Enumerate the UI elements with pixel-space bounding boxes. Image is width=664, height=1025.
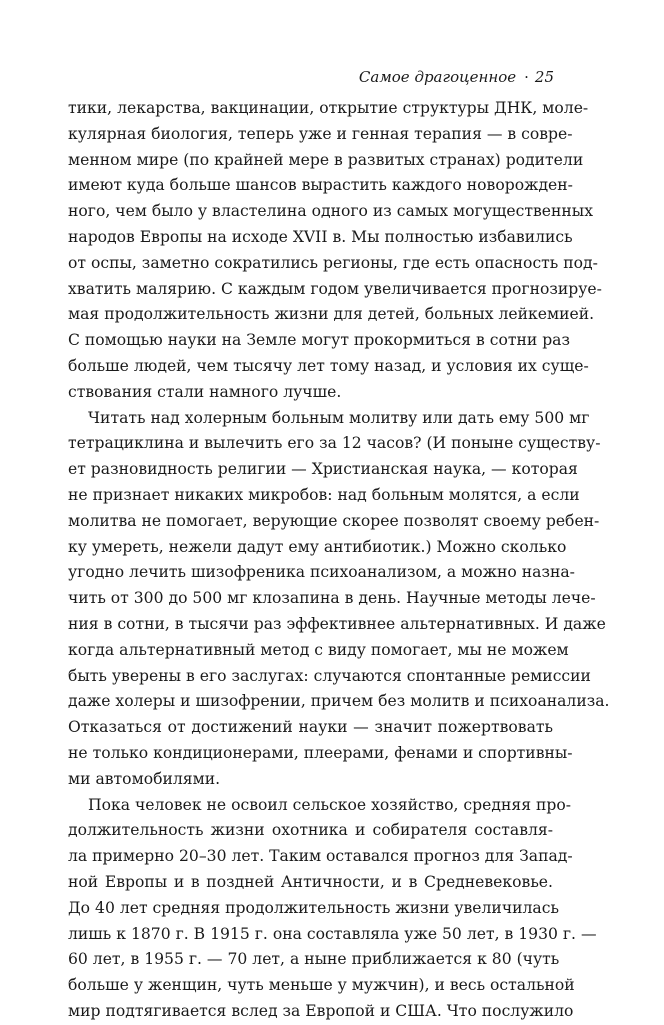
text-line: Читать над холерным больным молитву или дать ему 500 мг: [88, 408, 590, 427]
text-line: ного, чем было у властелина одного из самых могущественных: [68, 202, 593, 221]
text-line: народов Европы на исходе XVII в. Мы полностью избавились: [68, 227, 573, 246]
text-line: от оспы, заметно сократились регионы, где есть опасность под-: [68, 253, 598, 272]
text-line: быть уверены в его заслугах: случаются спонтанные ремиссии: [68, 666, 591, 685]
text-line: тетрациклина и вылечить его за 12 часов? (И поныне существу-: [68, 434, 601, 453]
body-text: [68, 96, 610, 1025]
text-line: мая продолжительность жизни для детей, больных лейкемией.: [68, 305, 595, 324]
text-line: ной Европы и в поздней Античности, и в Средневековье.: [68, 872, 553, 891]
text-line: должительность жизни охотника и собирателя составля-: [68, 821, 553, 840]
text-line: тики, лекарства, вакцинации, открытие структуры ДНК, моле-: [68, 99, 589, 117]
text-line: ствования стали намного лучше.: [68, 382, 342, 401]
text-line: Отказаться от достижений науки — значит пожертвовать: [68, 718, 553, 737]
text-line: больше у женщин, чуть меньше у мужчин), и весь остальной: [68, 976, 575, 995]
text-line: С помощью науки на Земле могут прокормиться в сотни раз: [68, 331, 570, 350]
paragraph: [68, 96, 602, 406]
text-line: ет разновидность религии — Христианская наука, — которая: [68, 460, 578, 479]
header-separator: ·: [524, 68, 529, 86]
text-line: имеют куда больше шансов вырастить каждого новорожден-: [68, 176, 573, 195]
running-head: [359, 68, 554, 86]
text-line: менном мире (по крайней мере в развитых странах) родители: [68, 150, 584, 169]
text-line: ку умереть, нежели дадут ему антибиотик.) Можно сколько: [68, 537, 567, 556]
text-line: угодно лечить шизофреника психоанализом, а можно назна-: [68, 563, 575, 582]
text-line: больше людей, чем тысячу лет тому назад, и условия их суще-: [68, 356, 589, 375]
text-line: Пока человек не освоил сельское хозяйство, средняя про-: [88, 795, 572, 814]
text-line: кулярная биология, теперь уже и генная терапия — в совре-: [68, 124, 573, 143]
text-line: До 40 лет средняя продолжительность жизни увеличилась: [68, 898, 559, 917]
page-number: 25: [534, 68, 554, 86]
text-line: ния в сотни, в тысячи раз эффективнее альтернативных. И даже: [68, 614, 606, 633]
chapter-title: Самое драгоценное: [358, 68, 517, 86]
text-line: хватить малярию. С каждым годом увеличивается прогнозируе-: [68, 279, 602, 298]
text-line: ла примерно 20–30 лет. Таким оставался прогноз для Запад-: [68, 847, 573, 866]
text-line: молитва не помогает, верующие скорее позволят своему ребен-: [68, 511, 600, 530]
text-line: когда альтернативный метод с виду помогает, мы не можем: [68, 640, 569, 659]
text-line: не только кондиционерами, плеерами, фенами и спортивны-: [68, 743, 573, 762]
text-line: 60 лет, в 1955 г. — 70 лет, а ныне приближается к 80 (чуть: [68, 950, 560, 969]
text-line: не признает никаких микробов: над больным молятся, а если: [68, 485, 580, 504]
text-line: даже холеры и шизофрении, причем без молитв и психоанализа.: [68, 692, 610, 711]
paragraph: [68, 793, 597, 1025]
text-line: чить от 300 до 500 мг клозапина в день. Научные методы лече-: [68, 589, 596, 608]
text-line: ми автомобилями.: [68, 769, 221, 788]
text-line: лишь к 1870 г. В 1915 г. она составляла уже 50 лет, в 1930 г. —: [68, 924, 597, 943]
text-line: мир подтягивается вслед за Европой и США. Что послужило: [68, 1001, 574, 1020]
paragraph: [68, 406, 610, 793]
